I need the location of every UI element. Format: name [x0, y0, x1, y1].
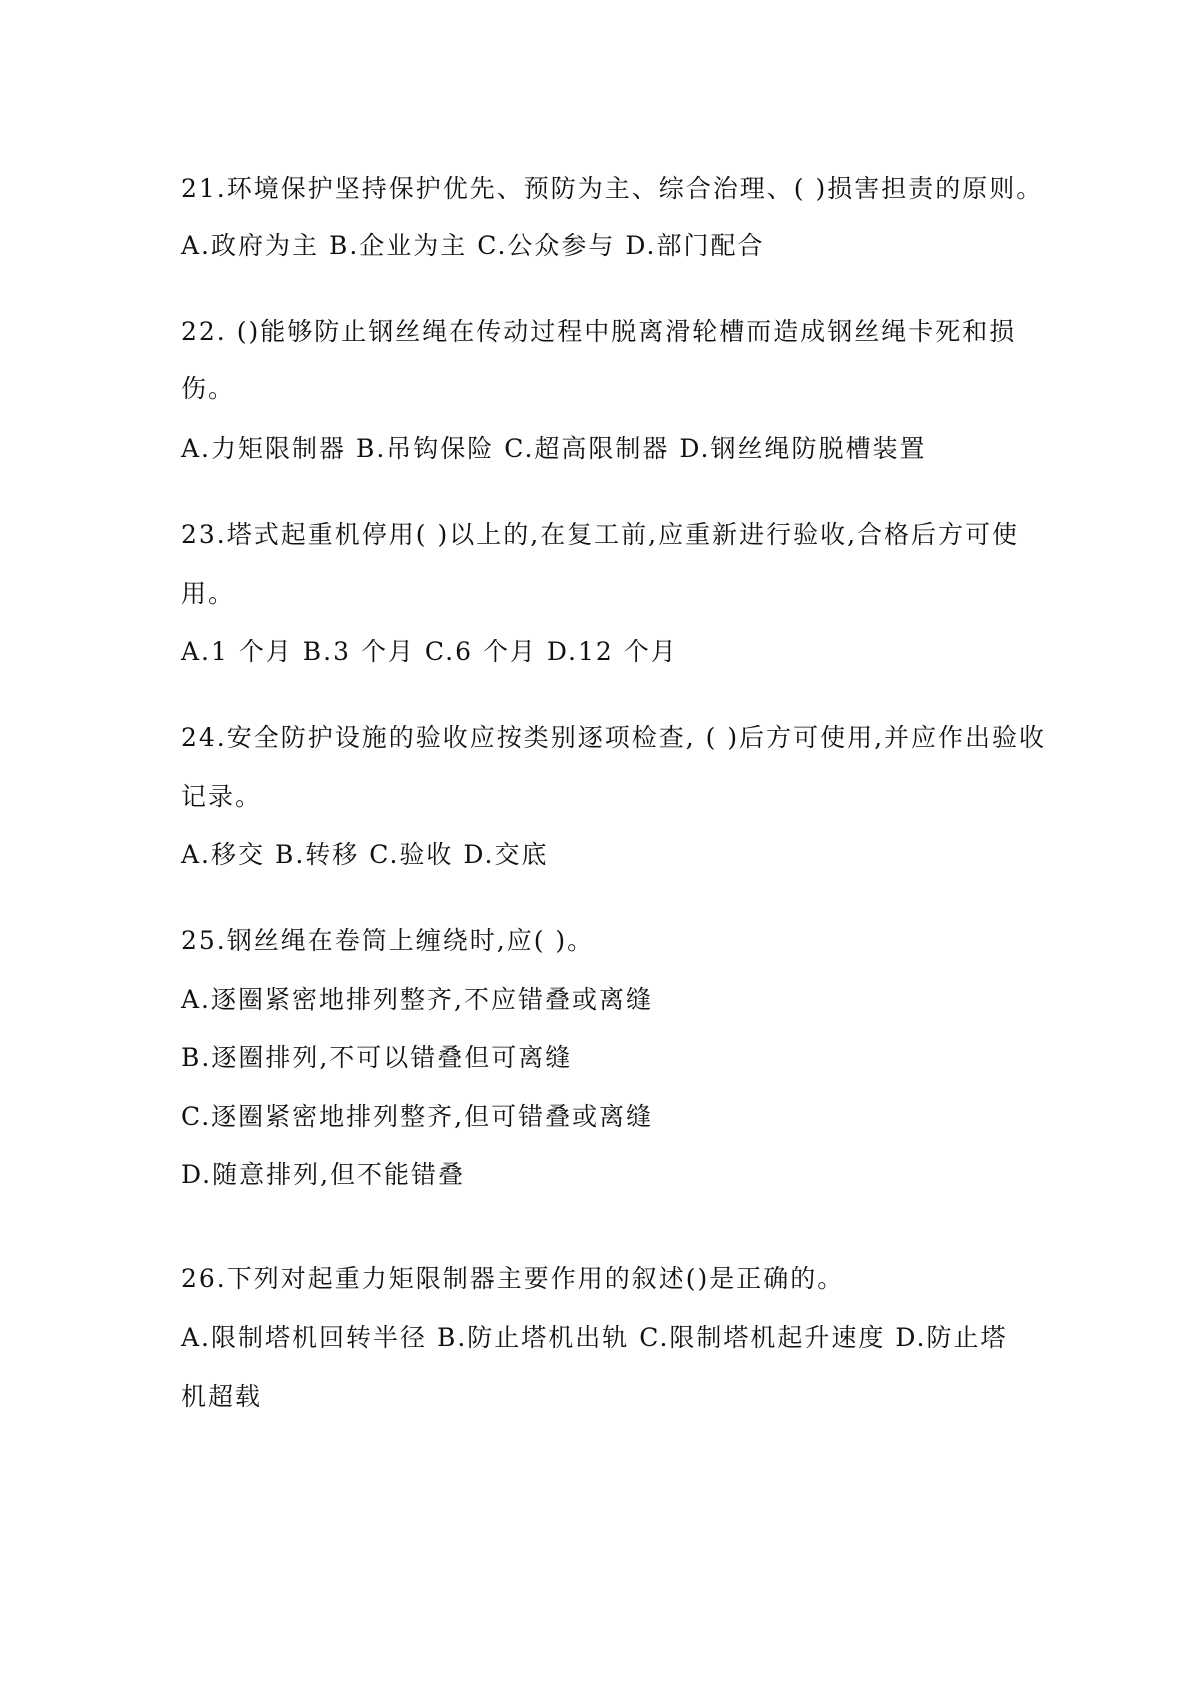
- question-25-option-b: B.逐圈排列,不可以错叠但可离缝: [181, 1043, 573, 1072]
- question-23-options: A.1 个月 B.3 个月 C.6 个月 D.12 个月: [181, 637, 678, 666]
- question-24-options: A.移交 B.转移 C.验收 D.交底: [181, 840, 549, 869]
- question-25-option-d: D.随意排列,但不能错叠: [181, 1160, 466, 1189]
- question-22-text-line-1: 22. ()能够防止钢丝绳在传动过程中脱离滑轮槽而造成钢丝绳卡死和损: [181, 317, 1017, 346]
- question-23-text-line-1: 23.塔式起重机停用( )以上的,在复工前,应重新进行验收,合格后方可使: [181, 520, 1020, 549]
- question-26-text: 26.下列对起重力矩限制器主要作用的叙述()是正确的。: [181, 1264, 845, 1293]
- question-25-option-c: C.逐圈紧密地排列整齐,但可错叠或离缝: [181, 1102, 654, 1131]
- question-25-option-a: A.逐圈紧密地排列整齐,不应错叠或离缝: [181, 985, 653, 1014]
- question-21-text: 21.环境保护坚持保护优先、预防为主、综合治理、( )损害担责的原则。: [181, 174, 1044, 203]
- question-22-text-line-2: 伤。: [181, 374, 236, 403]
- question-21-options: A.政府为主 B.企业为主 C.公众参与 D.部门配合: [181, 231, 765, 260]
- question-25-text: 25.钢丝绳在卷筒上缠绕时,应( )。: [181, 926, 595, 955]
- question-22-options: A.力矩限制器 B.吊钩保险 C.超高限制器 D.钢丝绳防脱槽装置: [181, 434, 927, 463]
- question-23-text-line-2: 用。: [181, 579, 236, 608]
- question-24-text-line-1: 24.安全防护设施的验收应按类别逐项检查, ( )后方可使用,并应作出验收: [181, 723, 1047, 752]
- question-26-options-line-2: 机超载: [181, 1382, 263, 1411]
- question-24-text-line-2: 记录。: [181, 782, 263, 811]
- question-26-options-line-1: A.限制塔机回转半径 B.防止塔机出轨 C.限制塔机起升速度 D.防止塔: [181, 1323, 1008, 1352]
